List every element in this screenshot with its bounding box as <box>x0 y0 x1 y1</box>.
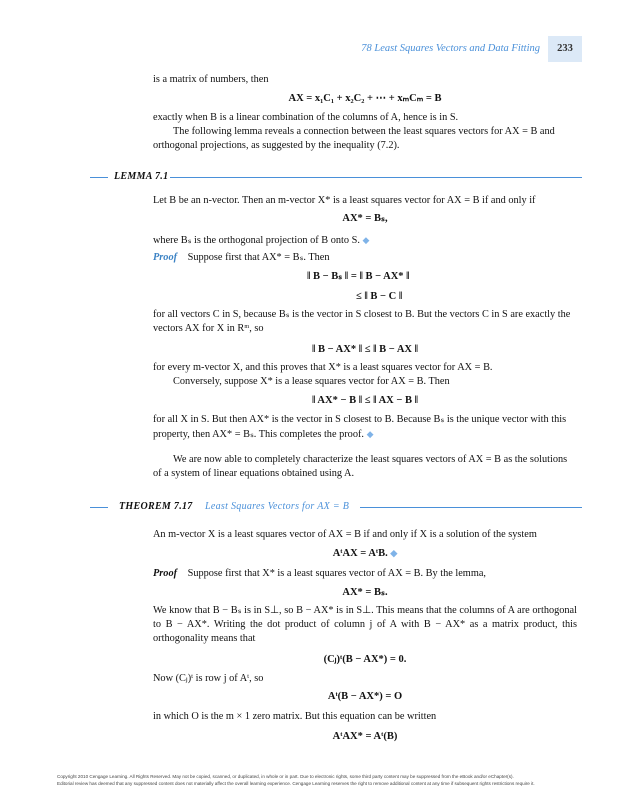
proof1-intro <box>153 251 577 265</box>
lemma-label: LEMMA 7.1 <box>114 171 169 182</box>
end-diamond-icon: ◆ <box>366 429 374 439</box>
end-diamond-icon: ◆ <box>362 235 370 245</box>
paragraph-lemma-intro: The following lemma reveals a connection between the least squares vectors for AX = B and orthogonal projections, as suggested by the inequality (7.2). <box>153 126 555 151</box>
editorial-line: Editorial review has deemed that any suppressed content does not materially affect the overall learning experience. Cengage Learning reserves the right to remove additional content at any time if subsequent rights restrictions require it. <box>57 781 535 786</box>
proof2-text: Suppose first that X* is a least squares vector of AX = B. By the lemma, <box>187 568 486 579</box>
lemma-statement: Let B be an n-vector. Then an m-vector X* is a least squares vector for AX = B if and only if <box>153 195 536 206</box>
normal-equation-text: AᵗAX = AᵗB. <box>332 548 388 559</box>
proof2-intro <box>153 567 577 581</box>
paragraph-orthogonal: We know that B − Bₛ is in S⊥, so B − AX* is in S⊥. This means that the columns of A are orthogonal to B − AX*. Writing the dot product of column j of A with B − AX* as a matrix product, this orthogonality means that <box>153 605 577 644</box>
paragraph-closest: for all vectors C in S, because Bₛ is the vector in S closest to B. But the vectors C in S are exactly the vectors AX for X in Rᵐ, so <box>153 309 571 334</box>
paragraph-completes <box>153 413 577 442</box>
proof-label: Proof <box>153 568 178 579</box>
paragraph-written: in which O is the m × 1 zero matrix. But this equation can be written <box>153 711 437 722</box>
paragraph-conversely: Conversely, suppose X* is a lease squares vector for AX = B. Then <box>173 376 450 387</box>
equation-zero-matrix: Aᵗ(B − AX*) = O <box>327 691 403 702</box>
page-number: 233 <box>557 43 573 54</box>
equation-norm-first: ‖ B − Bₛ ‖ = ‖ B − AX* ‖ <box>307 271 410 282</box>
lemma-where <box>153 233 577 248</box>
copyright-line: Copyright 2010 Cengage Learning. All Rights Reserved. May not be copied, scanned, or duplicated, in whole or in part. Due to electronic rights, some third party content may be suppressed from the eBook and/or eChapter(s). <box>57 774 514 779</box>
end-diamond-icon: ◆ <box>390 548 398 558</box>
paragraph-exactly-when: exactly when B is a linear combination of the columns of A, hence is in S. <box>153 112 459 123</box>
paragraph-intro: is a matrix of numbers, then <box>153 74 269 85</box>
paragraph-characterize: We are now able to completely characterize the least squares vectors of AX = B as the solutions of a system of linear equations obtained using A. <box>153 454 568 479</box>
proof1-text: Suppose first that AX* = Bₛ. Then <box>187 252 330 263</box>
proof-label: Proof <box>153 252 178 263</box>
equation-linear-combination: AX = x₁C₁ + x₂C₂ + ⋯ + xₘCₘ = B <box>288 93 442 104</box>
paragraph-row-j: Now (Cⱼ)ᵗ is row j of Aᵗ, so <box>153 673 264 684</box>
equation-norm-converse: ‖ AX* − B ‖ ≤ ‖ AX − B ‖ <box>311 395 419 406</box>
theorem-statement: An m-vector X is a least squares vector of AX = B if and only if X is a solution of the system <box>153 529 537 540</box>
lemma-where-text: where Bₛ is the orthogonal projection of B onto S. <box>153 235 360 246</box>
equation-final: AᵗAX* = Aᵗ(B) <box>332 731 398 742</box>
theorem-title: Least Squares Vectors for AX = B <box>205 501 350 512</box>
paragraph-proves: for every m-vector X, and this proves that X* is a least squares vector for AX = B. <box>153 362 493 373</box>
header-section-title: 78 Least Squares Vectors and Data Fitting <box>361 43 540 54</box>
completes-text: for all X in S. But then AX* is the vector in S closest to B. Because Bₛ is the unique vector with this property, then AX* = Bₛ. This completes the proof. <box>153 414 567 440</box>
theorem-label: THEOREM 7.17 <box>119 501 193 512</box>
equation-dot-product: (Cⱼ)ᵗ(B − AX*) = 0. <box>323 654 407 665</box>
equation-norm-inequality: ‖ B − AX* ‖ ≤ ‖ B − AX ‖ <box>311 344 419 355</box>
equation-norm-second: ≤ ‖ B − C ‖ <box>356 291 403 302</box>
equation-lemma: AX* = Bₛ, <box>342 213 388 224</box>
equation-projection: AX* = Bₛ. <box>342 587 388 598</box>
equation-normal <box>153 546 577 561</box>
